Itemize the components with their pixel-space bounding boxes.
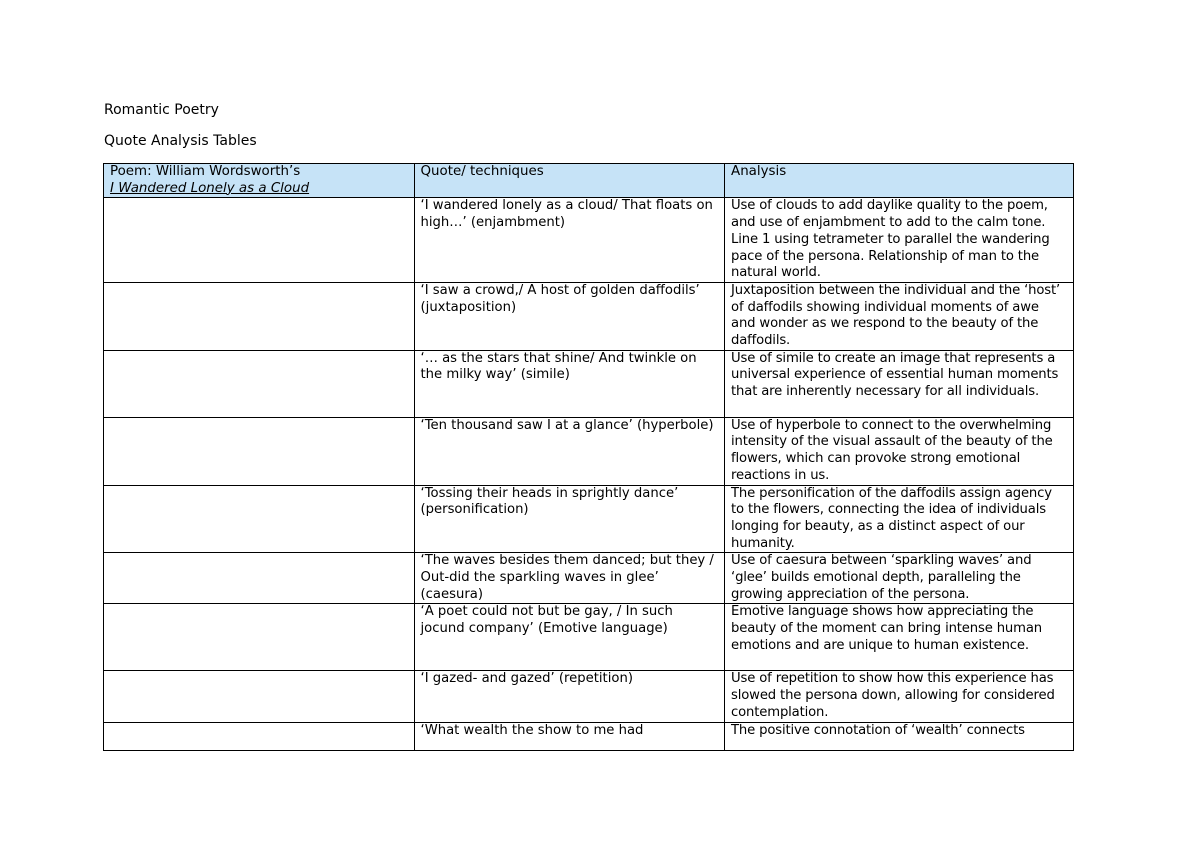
table-row: [104, 198, 1074, 283]
analysis-cell: Use of caesura between ‘sparkling waves’ and ‘glee’ builds emotional depth, paralleling the growing appreciation of the persona.: [725, 553, 1074, 604]
header-quote: Quote/ techniques: [414, 164, 725, 198]
document-subtitle: Quote Analysis Tables: [104, 133, 257, 149]
quote-cell: ‘A poet could not but be gay, / In such jocund company’ (Emotive language): [414, 604, 725, 671]
quote-analysis-table: [103, 163, 1074, 751]
table-row: [104, 671, 1074, 722]
quote-cell: ‘The waves besides them danced; but they / Out-did the sparkling waves in glee’ (caesura): [414, 553, 725, 604]
header-poem-prefix: Poem: William Wordsworth’s: [110, 164, 301, 179]
analysis-cell: Use of repetition to show how this experience has slowed the persona down, allowing for considered contemplation.: [725, 671, 1074, 722]
table-row: [104, 553, 1074, 604]
table-row: [104, 282, 1074, 350]
analysis-cell: Use of simile to create an image that represents a universal experience of essential human moments that are inherently necessary for all individuals.: [725, 350, 1074, 417]
header-analysis: Analysis: [725, 164, 1074, 198]
quote-cell: ‘I saw a crowd,/ A host of golden daffodils’ (juxtaposition): [414, 282, 725, 350]
quote-cell: ‘I gazed- and gazed’ (repetition): [414, 671, 725, 722]
quote-cell: ‘I wandered lonely as a cloud/ That floats on high…’ (enjambment): [414, 198, 725, 283]
poem-cell: [104, 485, 415, 553]
poem-cell: [104, 282, 415, 350]
analysis-cell: The personification of the daffodils assign agency to the flowers, connecting the idea of individuals longing for beauty, as a distinct aspect of our humanity.: [725, 485, 1074, 553]
poem-cell: [104, 604, 415, 671]
analysis-cell: Use of hyperbole to connect to the overwhelming intensity of the visual assault of the beauty of the flowers, which can provoke strong emotional reactions in us.: [725, 417, 1074, 485]
quote-cell: ‘What wealth the show to me had: [414, 722, 725, 750]
table-row: [104, 722, 1074, 750]
poem-cell: [104, 553, 415, 604]
poem-cell: [104, 722, 415, 750]
table-row: [104, 604, 1074, 671]
poem-cell: [104, 417, 415, 485]
header-poem-title: I Wandered Lonely as a Cloud: [110, 180, 310, 196]
poem-cell: [104, 671, 415, 722]
header-poem: [104, 164, 415, 198]
quote-cell: ‘Ten thousand saw I at a glance’ (hyperbole): [414, 417, 725, 485]
analysis-cell: Use of clouds to add daylike quality to the poem, and use of enjambment to add to the calm tone. Line 1 using tetrameter to parallel the wandering pace of the persona. Relationship of man to the natural world.: [725, 198, 1074, 283]
quote-cell: ‘… as the stars that shine/ And twinkle on the milky way’ (simile): [414, 350, 725, 417]
table-header-row: [104, 164, 1074, 198]
analysis-cell: Juxtaposition between the individual and the ‘host’ of daffodils showing individual moments of awe and wonder as we respond to the beauty of the daffodils.: [725, 282, 1074, 350]
quote-cell: ‘Tossing their heads in sprightly dance’ (personification): [414, 485, 725, 553]
table-row: [104, 350, 1074, 417]
analysis-cell: The positive connotation of ‘wealth’ connects: [725, 722, 1074, 750]
analysis-cell: Emotive language shows how appreciating the beauty of the moment can bring intense human emotions and are unique to human existence.: [725, 604, 1074, 671]
document-title: Romantic Poetry: [104, 102, 219, 118]
poem-cell: [104, 198, 415, 283]
table-row: [104, 485, 1074, 553]
poem-cell: [104, 350, 415, 417]
table-row: [104, 417, 1074, 485]
